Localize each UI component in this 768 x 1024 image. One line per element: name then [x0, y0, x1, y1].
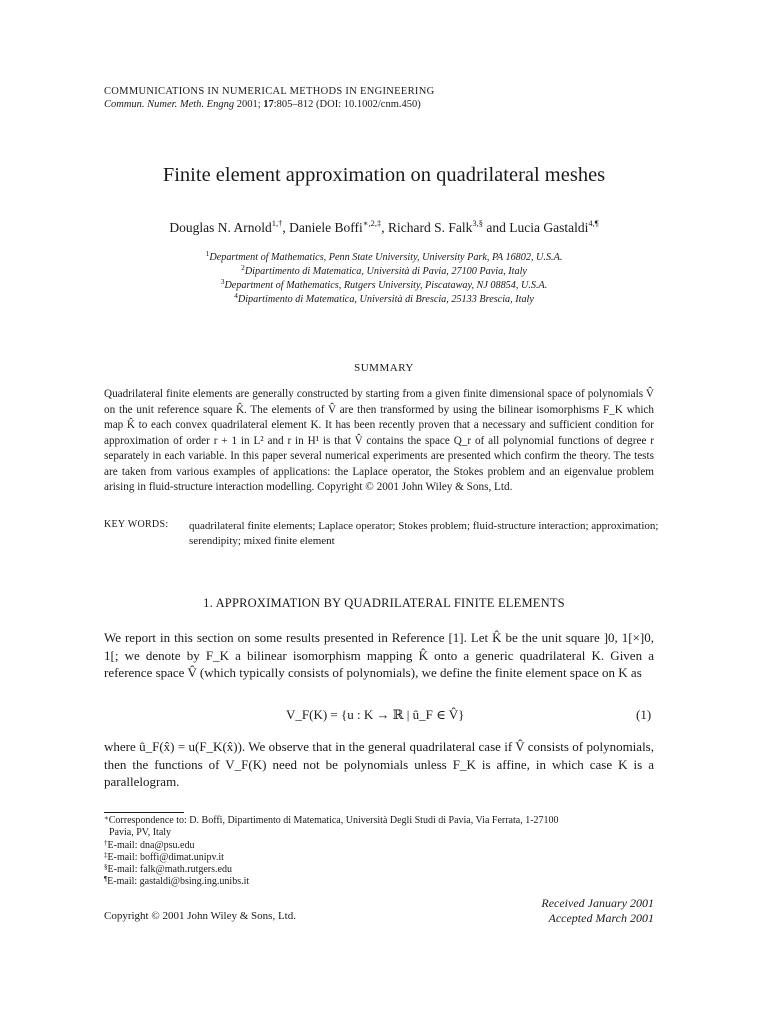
footnote: [104, 815, 656, 839]
accepted-date: Accepted March 2001: [548, 911, 654, 925]
footnote-mark: §: [104, 863, 108, 871]
author-marks: ∗,2,‡: [362, 218, 382, 228]
author-name: Richard S. Falk: [388, 220, 473, 235]
equation-number: (1): [636, 707, 652, 722]
footnote-mark: ‡: [104, 851, 108, 859]
section-heading: 1. APPROXIMATION BY QUADRILATERAL FINITE ELEMENTS: [203, 596, 565, 610]
affiliation-text: Department of Mathematics, Penn State University, University Park, PA 16802, U.S.A.: [209, 252, 563, 263]
author-marks: 4,¶: [588, 218, 599, 228]
affiliation-3: [0, 277, 768, 291]
keywords-label: KEY WORDS:: [104, 519, 169, 530]
citation-pages: :805–812 (DOI: 10.1002/cnm.450): [273, 99, 421, 110]
received-dates: [430, 896, 654, 926]
author-separator: ,: [282, 220, 290, 235]
footnote: [104, 864, 656, 876]
footnote-text: E-mail: dna@psu.edu: [107, 840, 195, 851]
copyright-footer: Copyright © 2001 John Wiley & Sons, Ltd.: [104, 910, 296, 922]
footnote-mark: †: [104, 839, 108, 847]
author-marks: 3,§: [472, 218, 484, 228]
author-separator: and: [483, 220, 510, 235]
journal-name: COMMUNICATIONS IN NUMERICAL METHODS IN ENGINEERING: [104, 86, 435, 97]
affiliation-mark: 1: [205, 249, 210, 258]
footnote-mark: ¶: [104, 875, 108, 883]
author-separator: ,: [381, 220, 389, 235]
footnote-text: Correspondence to: D. Boffi, Dipartimento di Matematica, Università Degli Studi di Pavia, Via Ferrata, 1-27100: [108, 815, 559, 826]
footnote-mark: ∗: [104, 814, 109, 822]
citation-year: 2001;: [236, 99, 261, 110]
affiliation-mark: 4: [234, 291, 238, 300]
footnote-text: E-mail: falk@math.rutgers.edu: [107, 864, 232, 875]
equation: V_F(K) = {u : K → ℝ | û_F ∈ V̂}: [286, 707, 465, 722]
affiliation-text: Dipartimento di Matematica, Università di Brescia, 25133 Brescia, Italy: [237, 294, 534, 305]
author-name: Daniele Boffi: [289, 220, 363, 235]
summary-heading: SUMMARY: [354, 362, 414, 374]
citation-line: [104, 99, 421, 110]
footnote: [104, 840, 656, 852]
footnote: [104, 852, 656, 864]
footnote-text: E-mail: boffi@dimat.unipv.it: [107, 852, 224, 863]
footnote-rule: [104, 812, 184, 813]
citation-volume: 17: [263, 99, 274, 110]
affiliation-text: Department of Mathematics, Rutgers University, Piscataway, NJ 08854, U.S.A.: [224, 280, 548, 291]
affiliation-1: [0, 249, 768, 263]
paper-title: Finite element approximation on quadrilateral meshes: [162, 164, 606, 186]
author-list: [0, 220, 768, 236]
body-paragraph: We report in this section on some results presented in Reference [1]. Let K̂ be the unit square ]0, 1[×]0, 1[; we denote by F_K a bilinear isomorphism mapping K̂ onto a generic quadrilateral K. Given a reference space V̂ (which typically consists of polynomials), we define the finite element space on K as: [104, 630, 654, 680]
body-paragraph: where û_F(x̂) = u(F_K(x̂)). We observe that in the general quadrilateral case if V̂ consists of polynomials, then the functions of V_F(K) need not be polynomials unless F_K is affine, in which case K is a parallelogram.: [104, 739, 654, 789]
footnote-text: E-mail: gastaldi@bsing.ing.unibs.it: [107, 876, 250, 887]
keywords-text: quadrilateral finite elements; Laplace operator; Stokes problem; fluid-structure interaction; approximation; serendipity; mixed finite element: [189, 520, 659, 547]
affiliation-4: [0, 291, 768, 305]
affiliation-text: Dipartimento di Matematica, Università di Pavia, 27100 Pavia, Italy: [244, 266, 527, 277]
author-name: Lucia Gastaldi: [509, 220, 589, 235]
author-name: Douglas N. Arnold: [169, 220, 272, 235]
affiliation-2: [0, 263, 768, 277]
affiliation-mark: 2: [241, 263, 245, 272]
footnote: [104, 876, 656, 888]
author-marks: 1,†: [271, 218, 283, 228]
received-date: Received January 2001: [541, 896, 654, 910]
citation-abbrev: Commun. Numer. Meth. Engng: [104, 99, 235, 110]
affiliation-mark: 3: [220, 277, 225, 286]
summary-text: Quadrilateral finite elements are generally constructed by starting from a given finite dimensional space of polynomials V̂ on the unit reference square K̂. The elements of V̂ are then transformed by using the bilinear isomorphisms F_K which map K̂ to each convex quadrilateral element K. It has been recently proven that a necessary and sufficient condition for approximation of order r + 1 in L² and r in H¹ is that V̂ contains the space Q_r of all polynomial functions of degree r separately in each variable. In this paper several numerical experiments are presented which confirm the theory. The tests are taken from various examples of applications: the Laplace operator, the Stokes problem and an eigenvalue problem arising in fluid-structure interaction modelling. Copyright © 2001 John Wiley & Sons, Ltd.: [104, 388, 654, 493]
footnote-text-continued: Pavia, PV, Italy: [109, 827, 172, 838]
